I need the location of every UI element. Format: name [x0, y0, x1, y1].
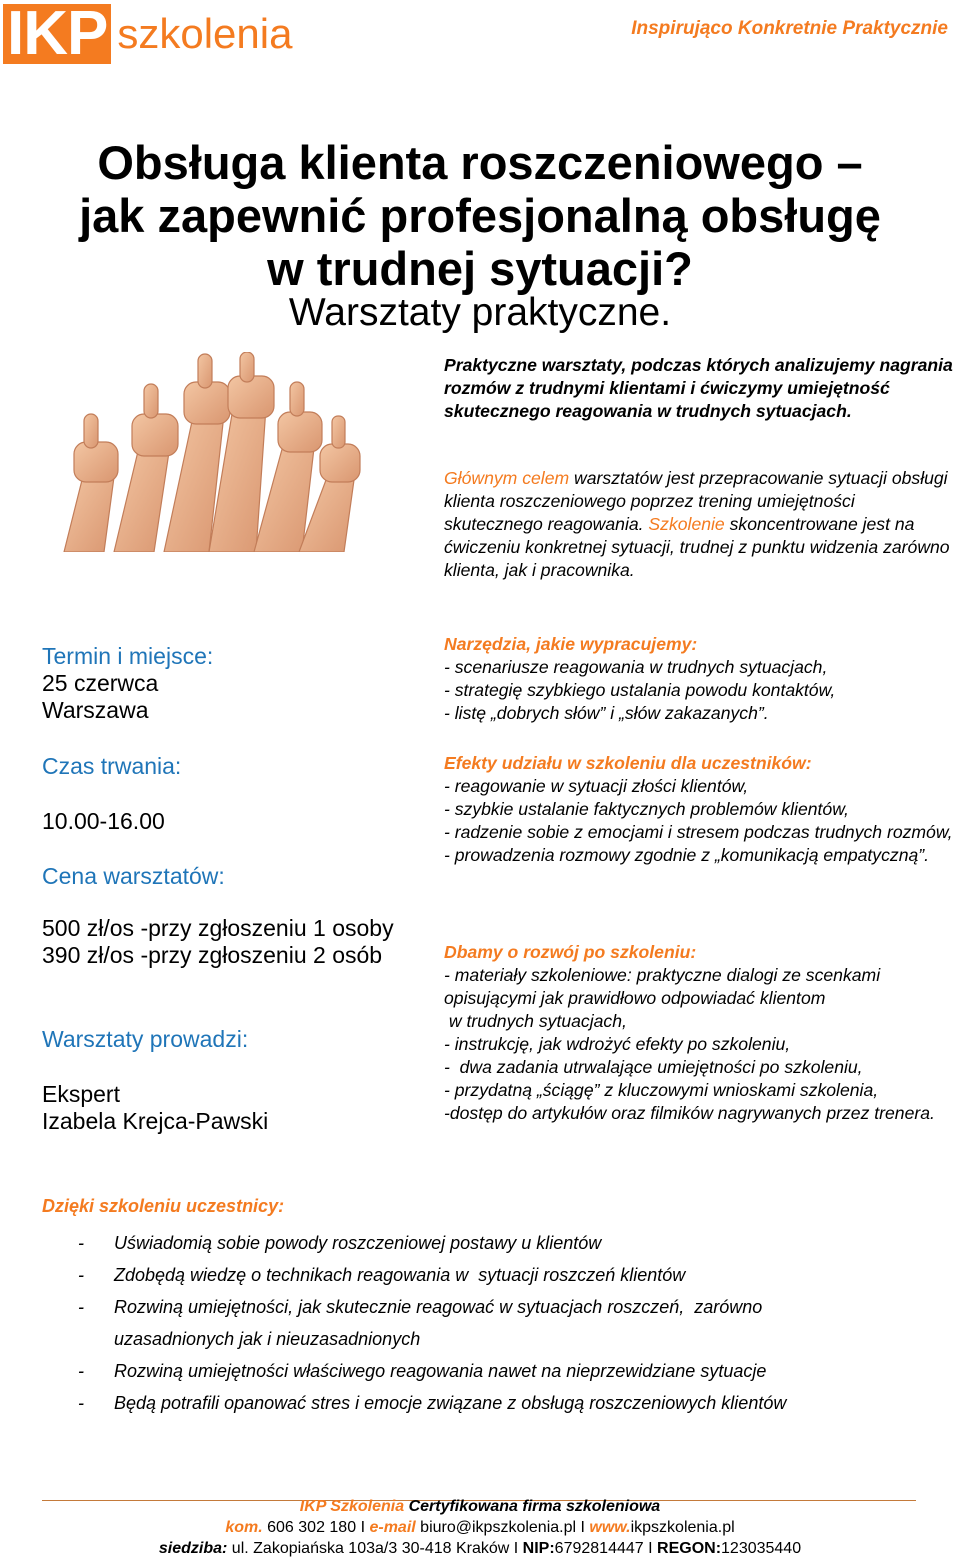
event-hours: 10.00-16.00 — [42, 808, 165, 834]
tools-item: - listę „dobrych słów” i „słów zakazanych”. — [444, 703, 769, 723]
footer-email-link[interactable]: biuro@ikpszkolenia.pl — [420, 1519, 577, 1536]
footer-company-line — [0, 1497, 960, 1517]
care-item: w trudnych sytuacjach, — [444, 1011, 627, 1031]
thumbs-up-hands-image — [44, 352, 366, 552]
footer-website-link[interactable]: ikpszkolenia.pl — [630, 1519, 735, 1536]
goal-text-2: skoncentrowane jest na ćwiczeniu konkretnej sytuacji, trudnej z punktu widzenia zarówno klienta, jak i pracownika. — [444, 514, 950, 580]
effects-item: - szybkie ustalanie faktycznych problemów klientów, — [444, 799, 849, 819]
care-item: - materiały szkoleniowe: praktyczne dialogi ze scenkami opisującymi jak prawidłowo odpowiadać klientom — [444, 965, 881, 1008]
care-heading: Dbamy o rozwój po szkoleniu: — [444, 942, 697, 962]
trainer-heading: Warsztaty prowadzi: — [42, 1026, 249, 1052]
event-city: Warszawa — [42, 697, 149, 723]
place-heading: Termin i miejsce: — [42, 643, 214, 669]
separator: I — [648, 1540, 653, 1557]
event-date: 25 czerwca — [42, 670, 159, 696]
footer-address-line — [0, 1539, 960, 1559]
trainer-role: Ekspert — [42, 1081, 120, 1107]
price-single: 500 zł/os -przy zgłoszeniu 1 osoby — [42, 915, 394, 941]
title-line-2: jak zapewnić profesjonalną obsługę — [79, 189, 881, 242]
footer-company: IKP Szkolenia — [299, 1498, 405, 1515]
list-dash: - — [78, 1361, 84, 1381]
benefit-text: Rozwiną umiejętności właściwego reagowania nawet na nieprzewidziane sytuacje — [114, 1361, 767, 1381]
page-title — [0, 136, 960, 295]
list-dash: - — [78, 1297, 84, 1317]
benefit-text: Będą potrafili opanować stres i emocje związane z obsługą roszczeniowych klientów — [114, 1393, 787, 1413]
list-item — [78, 1291, 938, 1355]
care-item: - dwa zadania utrwalające umiejętności po szkoleniu, — [444, 1057, 863, 1077]
footer-nip: 6792814447 — [554, 1540, 644, 1557]
care-section — [444, 941, 954, 1125]
nip-label: NIP: — [522, 1540, 555, 1557]
separator: I — [513, 1540, 519, 1557]
price-double: 390 zł/os -przy zgłoszeniu 2 osób — [42, 942, 383, 968]
list-item — [78, 1259, 938, 1291]
care-item: -dostęp do artykułów oraz filmików nagrywanych przez trenera. — [444, 1103, 935, 1123]
logo-word: szkolenia — [117, 10, 293, 57]
tools-item: - strategię szybkiego ustalania powodu kontaktów, — [444, 680, 836, 700]
list-item — [78, 1387, 938, 1419]
separator: I — [580, 1519, 585, 1536]
goal-paragraph — [444, 467, 954, 582]
duration-heading: Czas trwania: — [42, 753, 182, 779]
effects-item: - prowadzenia rozmowy zgodnie z „komunikacją empatyczną”. — [444, 845, 930, 865]
regon-label: REGON: — [657, 1540, 722, 1557]
benefits-list — [78, 1227, 938, 1419]
list-dash: - — [78, 1265, 84, 1285]
benefit-text: Rozwiną umiejętności, jak skutecznie reagować w sytuacjach roszczeń, zarówno uzasadnionych jak i nieuzasadnionych — [114, 1297, 768, 1349]
seat-label: siedziba: — [158, 1540, 228, 1557]
effects-item: - radzenie sobie z emocjami i stresem podczas trudnych rozmów, — [444, 822, 953, 842]
title-line-1: Obsługa klienta roszczeniowego – — [97, 136, 863, 189]
tools-section — [444, 633, 954, 725]
benefit-text: Uświadomią sobie powody roszczeniowej postawy u klientów — [114, 1233, 602, 1253]
footer-address: ul. Zakopiańska 103a/3 30-418 Kraków — [231, 1540, 510, 1557]
slogan: Inspirująco Konkretnie Praktycznie — [631, 18, 948, 39]
logo-box: IKP — [3, 4, 111, 64]
email-label: e-mail — [369, 1519, 416, 1536]
tools-heading: Narzędzia, jakie wypracujemy: — [444, 634, 698, 654]
goal-lead: Głównym celem — [444, 468, 570, 488]
tools-item: - scenariusze reagowania w trudnych sytuacjach, — [444, 657, 828, 677]
trainer-name: Izabela Krejca-Pawski — [42, 1108, 269, 1134]
www-label: www. — [589, 1519, 631, 1536]
footer-contact-line — [0, 1518, 960, 1538]
goal-text: warsztatów jest przepracowanie sytuacji obsługi klienta roszczeniowego poprzez trening umiejętności skutecznego reagowania. — [444, 468, 948, 534]
separator: I — [360, 1519, 366, 1536]
footer-regon: 123035440 — [721, 1540, 802, 1557]
benefits-heading: Dzięki szkoleniu uczestnicy: — [42, 1196, 285, 1216]
page-subtitle: Warsztaty praktyczne. — [288, 291, 672, 334]
care-item: - przydatną „ściągę” z kluczowymi wnioskami szkolenia, — [444, 1080, 879, 1100]
effects-heading: Efekty udziału w szkoleniu dla uczestników: — [444, 753, 812, 773]
title-line-3: w trudnej sytuacji? — [267, 242, 693, 295]
list-item — [78, 1227, 938, 1259]
benefit-text: Zdobędą wiedzę o technikach reagowania w sytuacji roszczeń klientów — [114, 1265, 686, 1285]
footer-phone[interactable]: 606 302 180 — [267, 1519, 357, 1536]
list-dash: - — [78, 1233, 84, 1253]
care-item: - instrukcję, jak wdrożyć efekty po szkoleniu, — [444, 1034, 791, 1054]
intro-paragraph: Praktyczne warsztaty, podczas których analizujemy nagrania rozmów z trudnymi klientami i ćwiczymy umiejętność skutecznego reagowania w trudnych sytuacjach. — [444, 355, 953, 421]
effects-item: - reagowanie w sytuacji złości klientów, — [444, 776, 749, 796]
list-dash: - — [78, 1393, 84, 1413]
company-logo — [3, 0, 293, 68]
phone-label: kom. — [225, 1519, 263, 1536]
effects-section — [444, 752, 954, 867]
goal-lead-2: Szkolenie — [648, 514, 725, 534]
price-heading: Cena warsztatów: — [42, 863, 225, 889]
list-item — [78, 1355, 938, 1387]
footer-company-desc: Certyfikowana firma szkoleniowa — [408, 1498, 661, 1515]
